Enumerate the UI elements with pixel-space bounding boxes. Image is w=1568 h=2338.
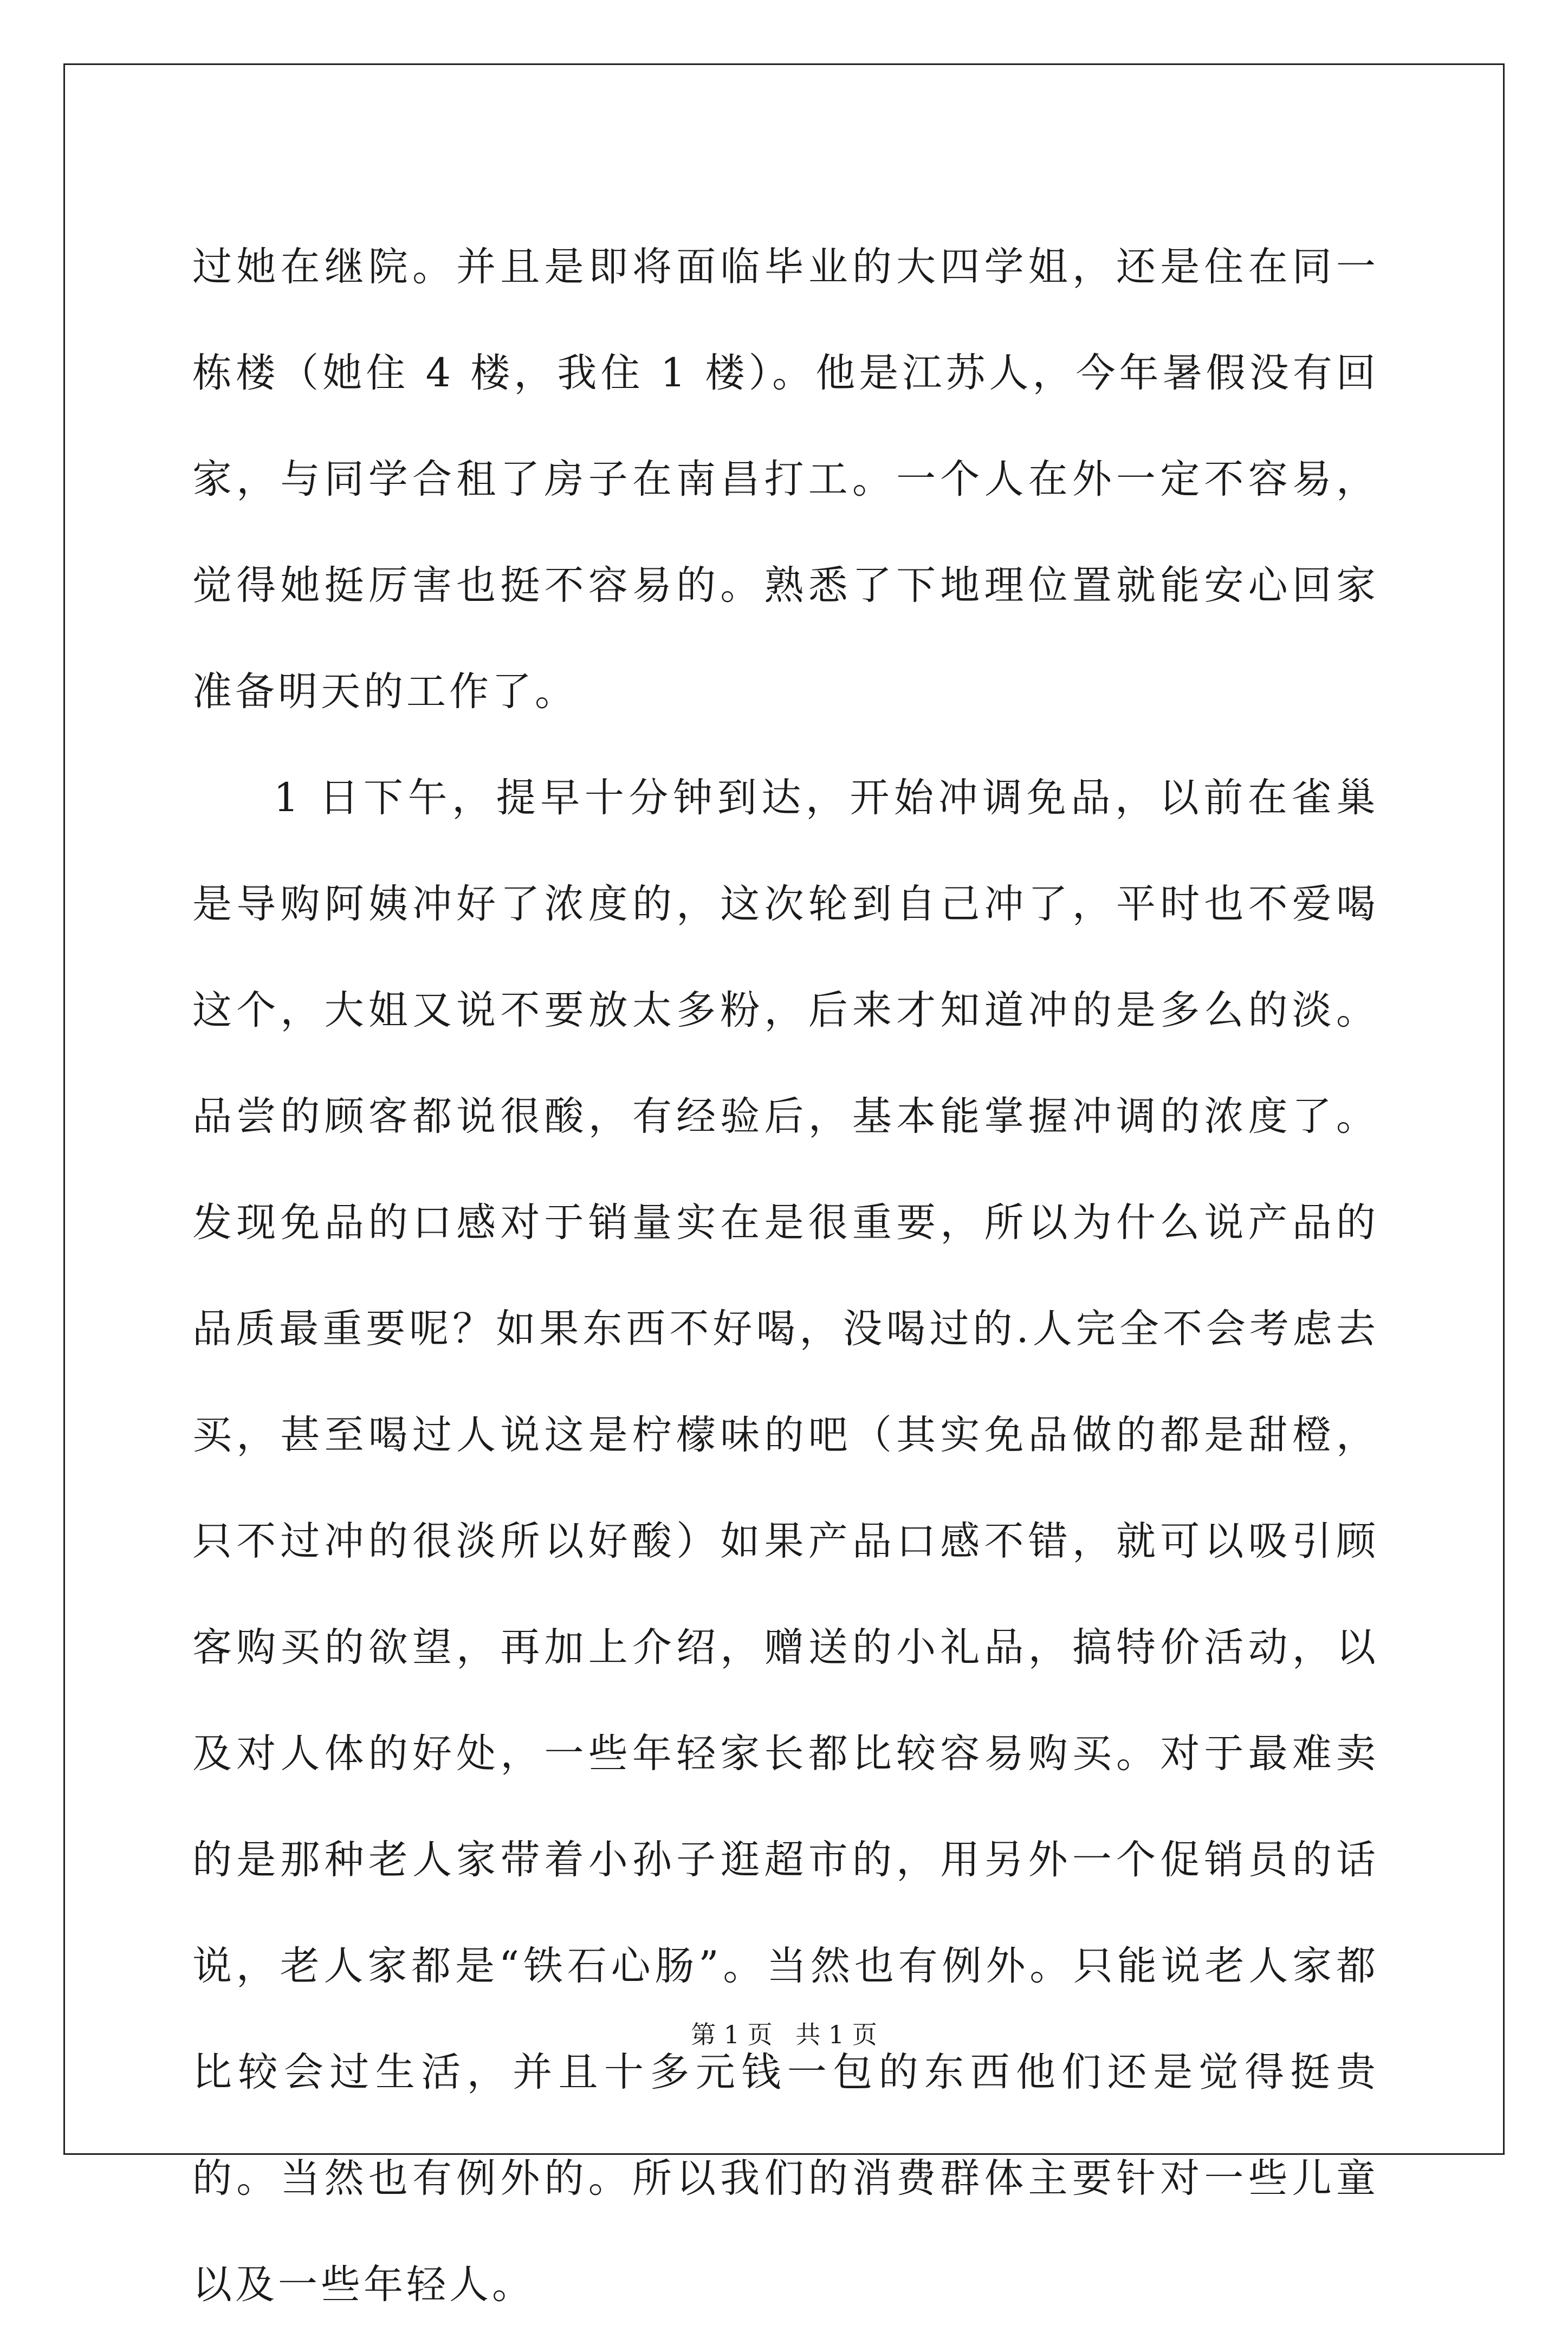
page-total: 共 1 页 bbox=[795, 2020, 877, 2049]
page-number: 第 1 页 bbox=[691, 2020, 773, 2049]
paragraph-1: 过她在继院。并且是即将面临毕业的大四学姐，还是住在同一栋楼（她住 4 楼，我住 1 楼）。他是江苏人，今年暑假没有回家，与同学合租了房子在南昌打工。一个人在外一定不容易，觉得她挺厉害也挺不容易的。熟悉了下地理位置就能安心回家准备明天的工作了。 bbox=[192, 244, 1379, 715]
paragraph-2: 1 日下午，提早十分钟到达，开始冲调免品，以前在雀巢是导购阿姨冲好了浓度的，这次轮到自己冲了，平时也不爱喝这个，大姐又说不要放太多粉，后来才知道冲的是多么的淡。品尝的顾客都说很酸，有经验后，基本能掌握冲调的浓度了。发现免品的口感对于销量实在是很重要，所以为什么说产品的品质最重要呢？如果东西不好喝，没喝过的.人完全不会考虑去买，甚至喝过人说这是柠檬味的吧（其实免品做的都是甜橙，只不过冲的很淡所以好酸）如果产品口感不错，就可以吸引顾客购买的欲望，再加上介绍，赠送的小礼品，搞特价活动，以及对人体的好处，一些年轻家长都比较容易购买。对于最难卖的是那种老人家带着小孙子逛超市的，用另外一个促销员的话说，老人家都是“铁石心肠”。当然也有例外。只能说老人家都比较会过生活，并且十多元钱一包的东西他们还是觉得挺贵的。当然也有例外的。所以我们的消费群体主要针对一些儿童以及一些年轻人。 bbox=[192, 775, 1379, 2308]
page-footer bbox=[0, 2018, 1568, 2051]
